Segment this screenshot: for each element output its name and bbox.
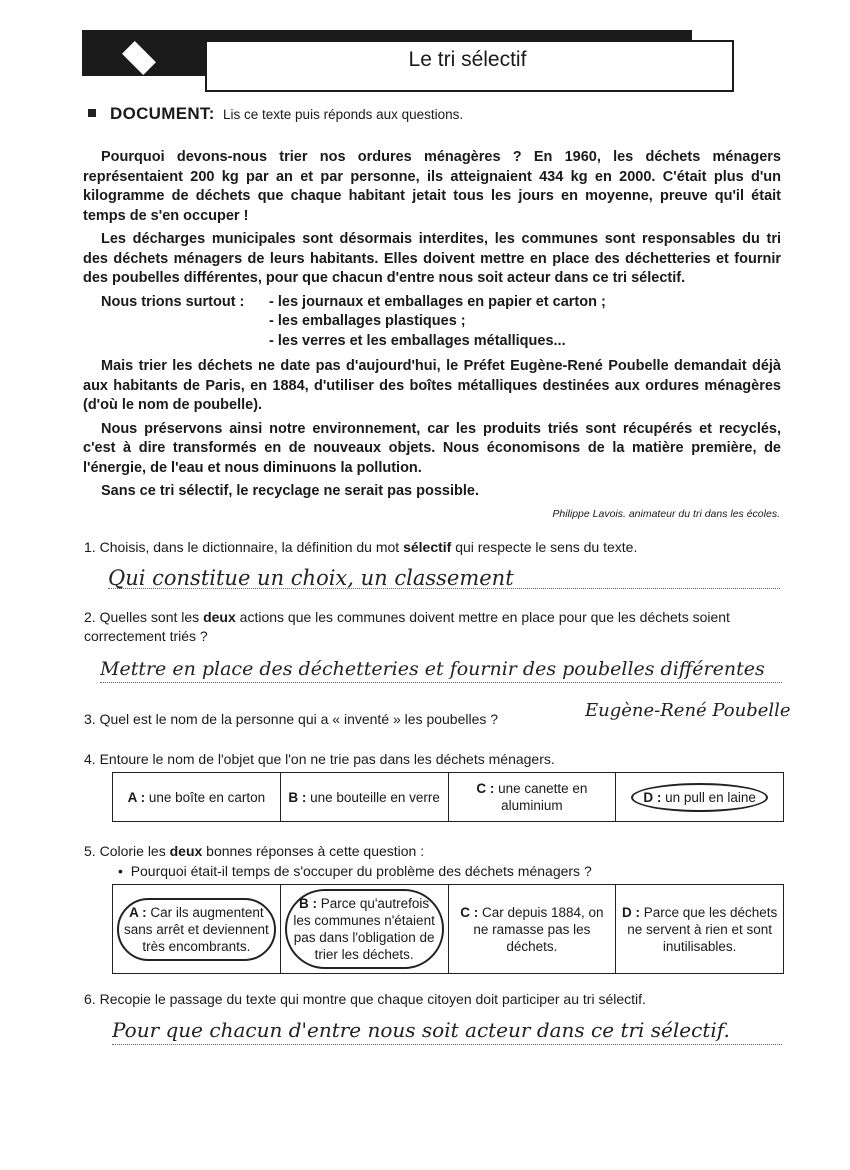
question-5-sub [118, 862, 818, 881]
option-d[interactable] [616, 773, 784, 822]
document-text [83, 148, 781, 506]
question-number: 1. [84, 539, 96, 555]
answer-line-3[interactable] [585, 700, 795, 726]
option-letter: C : [476, 781, 495, 796]
answer-line-2[interactable] [100, 658, 782, 683]
question-text: qui respecte le sens du texte. [451, 539, 638, 555]
question-number: 2. [84, 609, 96, 625]
paragraph: Sans ce tri sélectif, le recyclage ne serait pas possible. [101, 483, 479, 499]
list-intro: Nous trions surtout : [101, 293, 245, 310]
list-item: - les emballages plastiques ; [269, 313, 466, 329]
document-label: DOCUMENT: [110, 104, 215, 123]
circled-answer [285, 889, 444, 969]
question-1 [84, 538, 784, 557]
paragraph: Pourquoi devons-nous trier nos ordures ménagères ? En 1960, les déchets ménagers représentaient 200 kg par an et par personne, ils atteignaient 434 kg en 2000. C'était plus d'un kilogramme de déchets que chaque habitant jetait tous les jours en moyenne, preuve qu'il était temps de s'en occuper ! [83, 149, 781, 224]
question-text: bonnes réponses à cette question : [202, 843, 425, 859]
question-number: 4. [84, 751, 96, 767]
answer-6: Pour que chacun d'entre nous soit acteur dans ce tri sélectif. [112, 1018, 730, 1042]
option-text: Car depuis 1884, on ne ramasse pas les déchets. [473, 904, 604, 954]
document-heading [88, 104, 463, 124]
option-c[interactable] [448, 885, 616, 974]
answer-line-1[interactable] [108, 566, 780, 589]
option-b[interactable] [280, 885, 448, 974]
sorted-items-list [83, 293, 781, 352]
list-item: - les journaux et emballages en papier et carton ; [269, 293, 606, 310]
option-a[interactable] [113, 885, 281, 974]
option-text: Parce que les déchets ne servent à rien et sont inutilisables. [627, 904, 778, 954]
question-text: Recopie le passage du texte qui montre que chaque citoyen doit participer au tri sélectif. [99, 991, 646, 1007]
q4-options-table [112, 772, 784, 822]
q5-options-table [112, 884, 784, 974]
question-text: Colorie les [99, 843, 170, 859]
paragraph: Les décharges municipales sont désormais interdites, les communes sont responsables du tri des déchets ménagers de leurs habitants. Elles doivent mettre en place des déchetteries et fournir des poubelles différentes, pour que chacun d'entre nous soit acteur dans ce tri sélectif. [83, 231, 781, 286]
option-letter: A : [129, 904, 147, 920]
document-instruction: Lis ce texte puis réponds aux questions. [223, 107, 464, 122]
option-letter: B : [299, 896, 318, 911]
question-number: 6. [84, 991, 96, 1007]
question-5 [84, 842, 784, 861]
question-4 [84, 750, 784, 769]
question-keyword: deux [169, 843, 203, 859]
question-text: Entoure le nom de l'objet que l'on ne trie pas dans les déchets ménagers. [99, 751, 555, 767]
option-b[interactable] [280, 773, 448, 822]
question-keyword: sélectif [403, 539, 452, 555]
option-text: une boîte en carton [145, 789, 266, 805]
question-number: 3. [84, 711, 96, 727]
option-text: un pull en laine [661, 789, 756, 805]
circled-answer [631, 783, 768, 812]
question-text: Quel est le nom de la personne qui a « inventé » les poubelles ? [99, 711, 499, 727]
question-text: Choisis, dans le dictionnaire, la définition du mot [99, 539, 404, 555]
answer-1: Qui constitue un choix, un classement [108, 566, 514, 590]
square-bullet-icon [88, 109, 96, 117]
option-text: Parce qu'autrefois les communes n'étaient pas dans l'obligation de trier les déchets. [293, 896, 435, 962]
signature: Philippe Lavois. animateur du tri dans les écoles. [552, 508, 780, 520]
option-d[interactable] [616, 885, 784, 974]
answer-3: Eugène-René Poubelle [585, 700, 791, 721]
option-text: une canette en aluminium [494, 781, 588, 813]
question-6 [84, 990, 784, 1009]
bullet-icon: • [118, 863, 123, 879]
option-a[interactable] [113, 773, 281, 822]
option-letter: C : [460, 904, 479, 920]
option-letter: B : [288, 789, 307, 805]
option-letter: D : [621, 904, 640, 920]
list-item: - les verres et les emballages métalliques... [269, 332, 566, 349]
option-c[interactable] [448, 773, 616, 822]
answer-line-6[interactable] [112, 1018, 782, 1045]
question-number: 5. [84, 843, 96, 859]
option-text: une bouteille en verre [306, 789, 440, 805]
option-text: Car ils augmentent sans arrêt et deviennent très encombrants. [123, 904, 269, 954]
question-2 [84, 608, 784, 646]
circled-answer [117, 898, 276, 961]
question-text: Quelles sont les [99, 609, 204, 625]
question-keyword: deux [203, 609, 236, 625]
answer-2: Mettre en place des déchetteries et fournir des poubelles différentes [100, 658, 765, 680]
option-letter: D : [643, 789, 662, 805]
page-title: Le tri sélectif [408, 48, 527, 71]
paragraph: Nous préservons ainsi notre environnement, car les produits triés sont récupérés et recyclés, c'est à dire transformés en de nouveaux objets. Nous économisons de la matière première, de l'énergie, de l'eau et nous diminuons la pollution. [83, 420, 781, 476]
question-text: actions que les communes doivent mettre en place pour que les déchets soient correctement triés ? [84, 609, 730, 644]
question-text: Pourquoi était-il temps de s'occuper du problème des déchets ménagers ? [130, 863, 592, 879]
paragraph: Mais trier les déchets ne date pas d'aujourd'hui, le Préfet Eugène-René Poubelle demandait déjà aux habitants de Paris, en 1884, d'utiliser des boîtes métalliques destinées aux ordures ménagères (d'où le nom de poubelle). [83, 358, 781, 413]
option-letter: A : [127, 789, 146, 805]
